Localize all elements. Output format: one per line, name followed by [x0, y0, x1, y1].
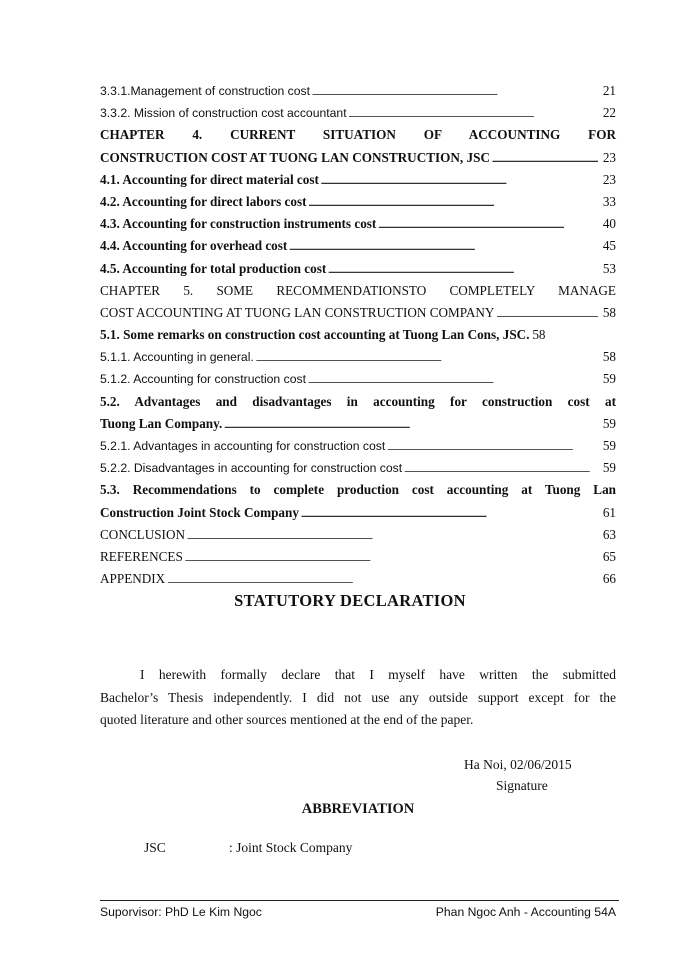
signature-label: Signature [496, 778, 548, 793]
toc-entry-title: 5.2.2. Disadvantages in accounting for construction cost [100, 461, 403, 476]
toc-leader-dots [378, 213, 598, 237]
abbreviation-heading: ABBREVIATION [301, 801, 415, 817]
toc-entry-title: Tuong Lan Company. [100, 415, 223, 431]
toc-entry-line1[interactable]: CHAPTER 5. SOME RECOMMENDATIONSTO COMPLETELY MANAGE [100, 282, 616, 298]
toc-entry-title: 4.1. Accounting for direct material cost [100, 171, 319, 187]
toc-entry-line1[interactable]: CHAPTER 4. CURRENT SITUATION OF ACCOUNTING FOR [100, 127, 616, 143]
declaration-line: Bachelor’s Thesis independently. I did not use any outside support except for the [100, 689, 616, 705]
toc-entry-page: 22 [602, 105, 616, 121]
toc-entry-page: 59 [602, 460, 616, 476]
toc-entry-title: REFERENCES [100, 548, 183, 564]
toc-entry[interactable] [100, 346, 616, 368]
table-of-contents [100, 80, 616, 590]
toc-entry[interactable] [100, 457, 616, 479]
toc-leader-dots [308, 368, 598, 392]
toc-entry-page: 59 [602, 438, 616, 453]
toc-leader-dots [167, 568, 598, 592]
toc-entry-title: 3.3.1.Management of construction cost [100, 84, 311, 98]
toc-leader-dots [301, 502, 598, 526]
toc-entry-title: Construction Joint Stock Company [100, 504, 299, 520]
toc-leader-dots [387, 435, 598, 459]
toc-entry[interactable] [100, 102, 616, 124]
toc-leader-dots [187, 524, 598, 548]
toc-leader-dots [321, 169, 598, 193]
toc-entry[interactable] [100, 169, 616, 191]
toc-entry-page: 40 [602, 216, 616, 232]
declaration-line: quoted literature and other sources mentioned at the end of the paper. [100, 712, 474, 727]
toc-entry[interactable] [100, 80, 616, 102]
toc-entry-page: 23 [602, 171, 616, 187]
toc-entry[interactable] [100, 147, 616, 169]
declaration-paragraph [100, 664, 616, 732]
toc-leader-dots [289, 235, 598, 259]
place-date: Ha Noi, 02/06/2015 [464, 757, 572, 772]
toc-entry-page: 63 [602, 526, 616, 542]
footer-supervisor: Suporvisor: PhD Le Kim Ngoc [100, 905, 262, 919]
toc-entry-title: 5.1. Some remarks on construction cost accounting at Tuong Lan Cons, JSC. [100, 327, 530, 343]
toc-entry[interactable] [100, 258, 616, 280]
toc-leader-dots [308, 191, 598, 215]
declaration-line: I herewith formally declare that I myself have written the submitted [140, 667, 616, 682]
toc-entry[interactable] [100, 524, 616, 546]
toc-entry-page: 23 [602, 149, 616, 165]
toc-entry-title: 5.1.1. Accounting in general. [100, 350, 254, 365]
toc-entry-page: 58 [532, 327, 546, 343]
abbreviation-term: JSC [144, 840, 166, 855]
toc-entry-page: 66 [602, 571, 616, 587]
toc-entry[interactable] [100, 213, 616, 235]
abbreviation-definition: : Joint Stock Company [229, 840, 353, 855]
toc-leader-dots [328, 258, 598, 282]
toc-leader-dots [312, 80, 598, 104]
footer-author: Phan Ngoc Anh - Accounting 54A [435, 905, 616, 919]
toc-entry-title: COST ACCOUNTING AT TUONG LAN CONSTRUCTION COMPANY [100, 304, 495, 320]
toc-leader-dots [404, 457, 598, 481]
toc-entry-page: 33 [602, 193, 616, 209]
toc-leader-dots [492, 147, 598, 171]
toc-entry[interactable] [100, 302, 616, 324]
toc-entry-title: CONCLUSION [100, 526, 185, 542]
toc-leader-dots [349, 102, 598, 126]
toc-entry-title: 4.3. Accounting for construction instruments cost [100, 216, 377, 232]
toc-entry[interactable] [100, 368, 616, 390]
toc-entry[interactable] [100, 502, 616, 524]
toc-entry-title: CONSTRUCTION COST AT TUONG LAN CONSTRUCTION, JSC [100, 149, 490, 165]
toc-entry[interactable] [100, 546, 616, 568]
toc-entry[interactable] [100, 235, 616, 257]
declaration-heading: STATUTORY DECLARATION [234, 591, 466, 610]
toc-entry-title: 3.3.2. Mission of construction cost accountant [100, 106, 347, 121]
toc-entry-title: 5.2.1. Advantages in accounting for construction cost [100, 439, 386, 453]
toc-entry-title: 4.2. Accounting for direct labors cost [100, 193, 307, 209]
toc-entry-title: APPENDIX [100, 571, 166, 587]
toc-entry-title: 5.1.2. Accounting for construction cost [100, 372, 306, 387]
toc-entry-page: 45 [602, 238, 616, 254]
toc-entry-page: 53 [602, 260, 616, 276]
toc-entry-line1[interactable]: 5.3. Recommendations to complete production cost accounting at Tuong Lan [100, 482, 616, 498]
toc-entry-line1[interactable]: 5.2. Advantages and disadvantages in accounting for construction cost at [100, 393, 616, 409]
toc-entry[interactable] [100, 413, 616, 435]
toc-entry-page: 65 [602, 548, 616, 564]
toc-leader-dots [496, 302, 598, 326]
toc-entry[interactable] [100, 568, 616, 590]
toc-entry-page: 58 [602, 349, 616, 365]
toc-entry-page: 59 [602, 415, 616, 431]
toc-entry[interactable] [100, 324, 616, 346]
toc-entry-page: 59 [602, 371, 616, 387]
toc-entry-page: 21 [602, 83, 616, 98]
toc-leader-dots [256, 346, 598, 370]
footer-divider [100, 900, 619, 901]
toc-entry-page: 61 [602, 504, 616, 520]
toc-entry-title: 4.5. Accounting for total production cost [100, 260, 327, 276]
toc-entry[interactable] [100, 435, 616, 457]
toc-entry[interactable] [100, 191, 616, 213]
toc-leader-dots [224, 413, 598, 437]
toc-entry-title: 4.4. Accounting for overhead cost [100, 238, 288, 254]
toc-leader-dots [185, 546, 598, 570]
toc-entry-page: 58 [602, 304, 616, 320]
